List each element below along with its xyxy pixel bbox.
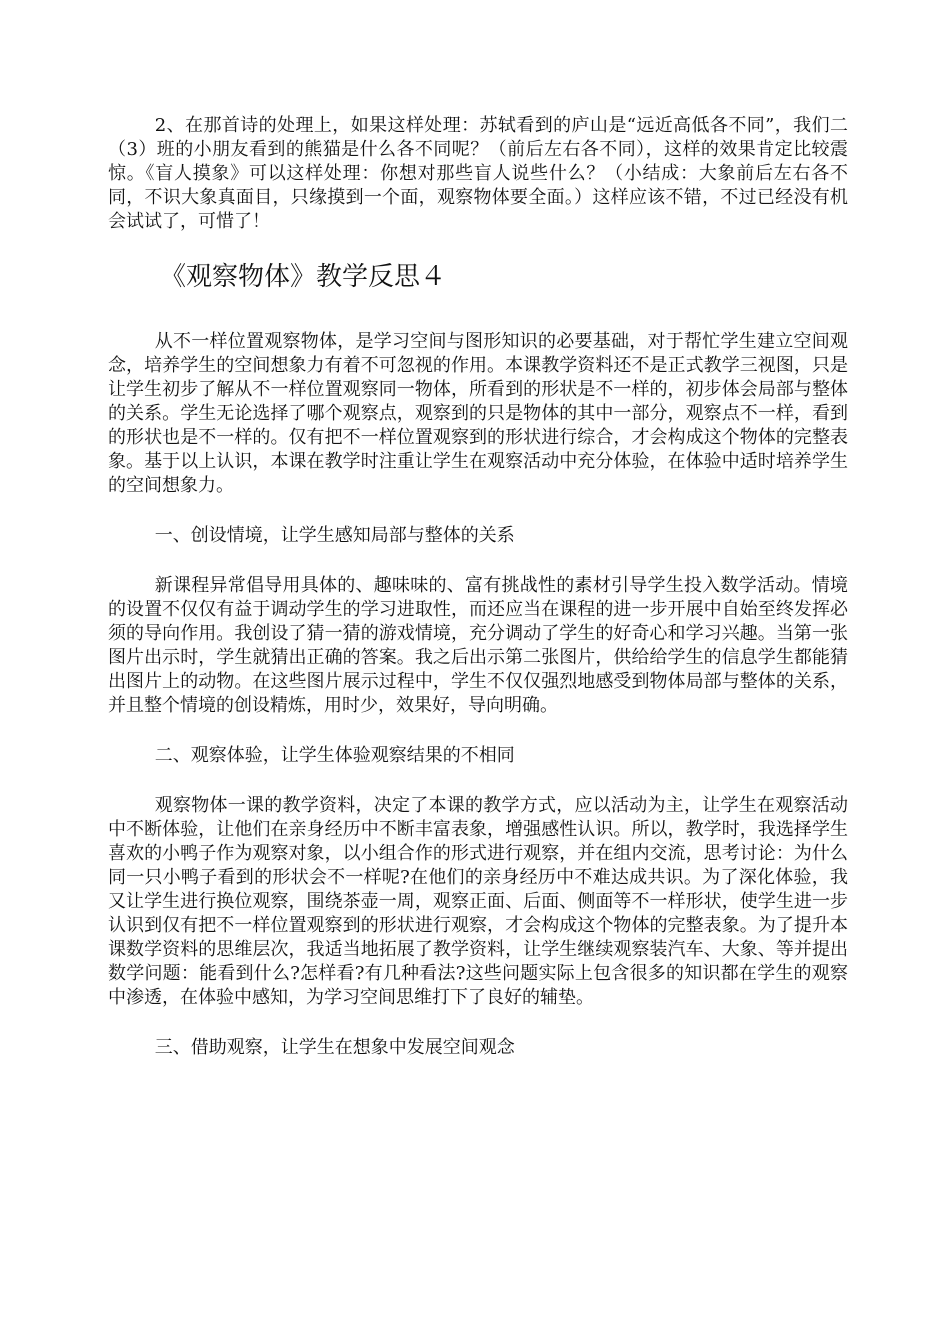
- intro-paragraph: 2、在那首诗的处理上，如果这样处理：苏轼看到的庐山是“远近高低各不同”，我们二（3）班的小朋友看到的熊猫是什么各不同呢？（前后左右各不同），这样的效果肯定比较震惊。《盲人摸象》可以这样处理：你想对那些盲人说些什么？（小结成：大象前后左右各不同，不识大象真面目，只缘摸到一个面，观察物体要全面。）这样应该不错，不过已经没有机会试试了，可惜了！: [108, 115, 848, 232]
- section-heading-3: 三、借助观察，让学生在想象中发展空间观念: [154, 1037, 515, 1058]
- paragraph-3: 观察物体一课的教学资料，决定了本课的教学方式，应以活动为主，让学生在观察活动中不断体验，让他们在亲身经历中不断丰富表象，增强感性认识。所以，教学时，我选择学生喜欢的小鸭子作为观察对象，以小组合作的形式进行观察，并在组内交流，思考讨论：为什么同一只小鸭子看到的形状会不一样呢?在他们的亲身经历中不难达成共识。为了深化体验，我又让学生进行换位观察，围绕茶壶一周，观察正面、后面、侧面等不一样形状，使学生进一步认识到仅有把不一样位置观察到的形状进行观察，才会构成这个物体的完整表象。为了提升本课数学资料的思维层次，我适当地拓展了教学资料，让学生继续观察装汽车、大象、等并提出数学问题：能看到什么?怎样看?有几种看法?这些问题实际上包含很多的知识都在学生的观察中渗透，在体验中感知，为学习空间思维打下了良好的辅垫。: [108, 795, 848, 1008]
- paragraph-1: 从不一样位置观察物体，是学习空间与图形知识的必要基础，对于帮忙学生建立空间观念，培养学生的空间想象力有着不可忽视的作用。本课教学资料还不是正式教学三视图，只是让学生初步了解从不一样位置观察同一物体，所看到的形状是不一样的，初步体会局部与整体的关系。学生无论选择了哪个观察点，观察到的只是物体的其中一部分，观察点不一样，看到的形状也是不一样的。仅有把不一样位置观察到的形状进行综合，才会构成这个物体的完整表象。基于以上认识，本课在教学时注重让学生在观察活动中充分体验，在体验中适时培养学生的空间想象力。: [108, 331, 848, 496]
- paragraph-2: 新课程异常倡导用具体的、趣味味的、富有挑战性的素材引导学生投入数学活动。情境的设置不仅仅有益于调动学生的学习进取性，而还应当在课程的进一步开展中自始至终发挥必须的导向作用。我创设了猜一猜的游戏情境，充分调动了学生的好奇心和学习兴趣。当第一张图片出示时，学生就猜出正确的答案。我之后出示第二张图片，供给给学生的信息学生都能猜出图片上的动物。在这些图片展示过程中，学生不仅仅强烈地感受到物体局部与整体的关系，并且整个情境的创设精炼，用时少，效果好，导向明确。: [108, 575, 848, 716]
- section-heading-2: 二、观察体验，让学生体验观察结果的不相同: [154, 745, 515, 766]
- section-heading-1: 一、创设情境，让学生感知局部与整体的关系: [154, 525, 515, 546]
- document-title: 《观察物体》教学反思４: [160, 262, 447, 292]
- document-body: [108, 114, 848, 1086]
